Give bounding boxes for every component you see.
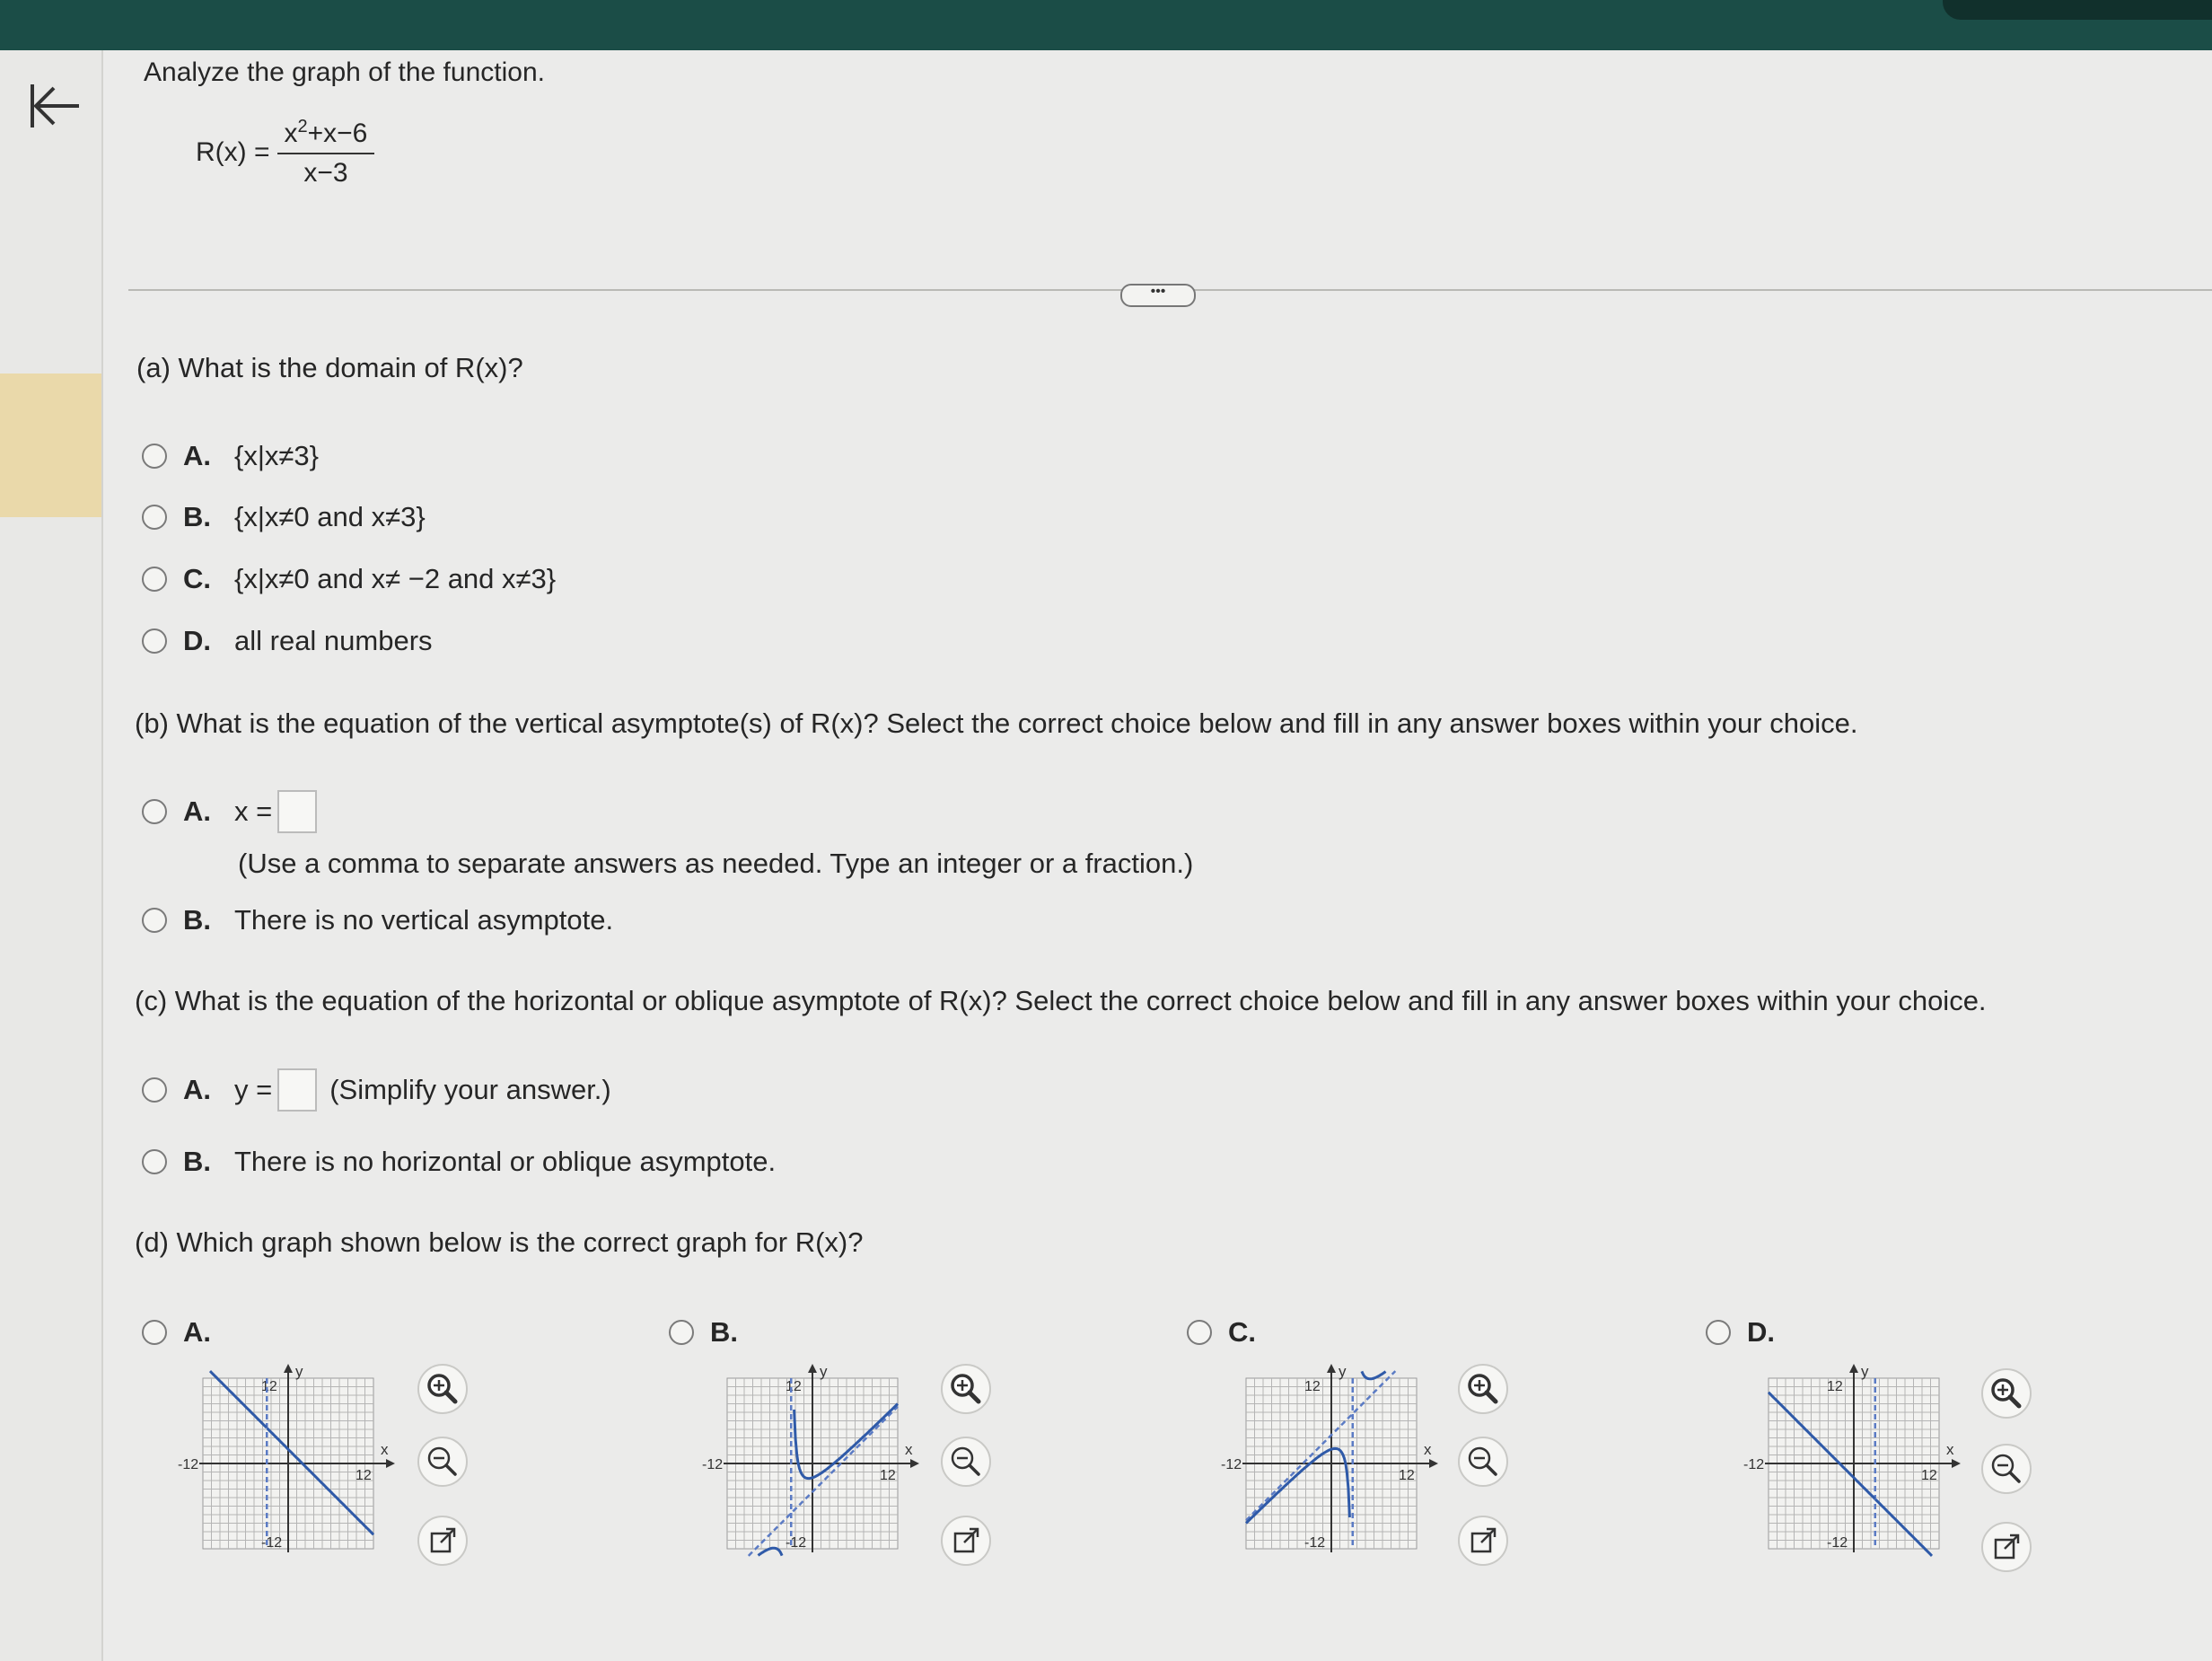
x-axis-arrow [910,1459,919,1468]
option-text: all real numbers [234,625,433,656]
radio-button[interactable] [1187,1320,1212,1345]
x-min-label: -12 [178,1457,199,1472]
current-question-highlight [0,374,101,517]
question-d: (d) Which graph shown below is the correct graph for R(x)? [135,1226,864,1258]
option-text: {x|x≠3} [234,440,320,471]
open-external-icon[interactable] [1979,1520,2033,1574]
option-text: There is no vertical asymptote. [234,904,614,936]
graph-thumbnail-d[interactable] [1742,1360,1966,1567]
option-a-c[interactable] [142,563,556,595]
x-axis-label: x [1424,1441,1432,1458]
option-prefix: x = [234,795,273,827]
option-c-b[interactable] [142,1146,776,1178]
zoom-out-icon[interactable] [416,1435,470,1489]
x-min-label: -12 [1743,1457,1765,1472]
option-text: {x|x≠0 and x≠3} [234,501,426,532]
function-numerator [277,117,375,154]
x-min-label: -12 [702,1457,724,1472]
y-axis-label: y [295,1363,303,1380]
zoom-out-icon[interactable] [1456,1435,1510,1489]
option-letter: B. [710,1316,738,1348]
y-min-label: -12 [786,1535,807,1551]
x-axis-arrow [386,1459,395,1468]
graph-thumbnail-c[interactable] [1219,1360,1444,1567]
option-a-b[interactable] [142,501,426,533]
radio-button[interactable] [1706,1320,1731,1345]
function-definition [196,117,374,189]
y-axis-arrow [1327,1364,1336,1373]
zoom-in-icon[interactable] [939,1362,993,1416]
option-letter: B. [183,1146,211,1177]
option-suffix: (Simplify your answer.) [329,1074,611,1105]
y-min-label: -12 [261,1535,283,1551]
option-d-a[interactable] [142,1316,234,1349]
y-axis-label: y [1339,1363,1347,1380]
option-a-a[interactable] [142,440,319,472]
numerator-exponent: 2 [297,117,308,136]
option-text: {x|x≠0 and x≠ −2 and x≠3} [234,563,557,594]
zoom-out-icon[interactable] [939,1435,993,1489]
option-letter: B. [183,904,211,936]
icon-button-circle [1459,1437,1507,1486]
answer-input-box[interactable] [277,790,317,833]
function-lhs: R(x) = [196,137,270,167]
x-axis-label: x [381,1441,389,1458]
radio-button[interactable] [142,567,167,592]
option-letter: A. [183,1316,211,1348]
option-d-b[interactable] [669,1316,761,1349]
option-letter: A. [183,1074,211,1105]
radio-button[interactable] [142,628,167,654]
open-external-icon[interactable] [416,1514,470,1568]
option-a-d[interactable] [142,625,433,657]
radio-button[interactable] [142,444,167,469]
x-axis-arrow [1952,1459,1961,1468]
y-axis-arrow [1849,1364,1858,1373]
x-max-label: 12 [1921,1468,1937,1483]
back-arrow-icon[interactable] [27,77,86,136]
y-max-label: 12 [1827,1379,1843,1394]
option-letter: C. [183,563,211,594]
y-axis-arrow [284,1364,293,1373]
graph-thumbnail-a[interactable] [176,1360,400,1567]
y-min-label: -12 [1827,1535,1848,1551]
zoom-out-icon[interactable] [1979,1442,2033,1496]
option-letter: A. [183,440,211,471]
x-axis-label: x [905,1441,913,1458]
question-b: (b) What is the equation of the vertical asymptote(s) of R(x)? Select the correct choice below and fill in any answer boxes within your choice. [135,707,1858,739]
answer-input-box[interactable] [277,1068,317,1112]
x-max-label: 12 [1399,1468,1415,1483]
x-min-label: -12 [1221,1457,1242,1472]
option-d-d[interactable] [1706,1316,1798,1349]
function-denominator: x−3 [303,158,348,188]
radio-button[interactable] [669,1320,694,1345]
radio-button[interactable] [142,1077,167,1103]
top-bar [0,0,2212,50]
y-max-label: 12 [1304,1379,1321,1394]
option-letter: B. [183,501,211,532]
problem-prompt: Analyze the graph of the function. [144,57,545,87]
y-axis-arrow [808,1364,817,1373]
open-external-icon[interactable] [939,1514,993,1568]
y-min-label: -12 [1304,1535,1326,1551]
radio-button[interactable] [142,1320,167,1345]
x-axis-arrow [1429,1459,1438,1468]
top-bar-corner [1943,0,2212,20]
y-max-label: 12 [261,1379,277,1394]
option-b-b[interactable] [142,904,613,936]
icon-button-circle [1982,1445,2031,1493]
x-axis-label: x [1946,1441,1954,1458]
y-axis-label: y [820,1363,828,1380]
numerator-rest: +x−6 [307,119,368,148]
option-letter: C. [1228,1316,1256,1348]
option-letter: A. [183,795,211,827]
option-letter: D. [1747,1316,1775,1348]
function-fraction [277,117,375,189]
input-hint: (Use a comma to separate answers as needed. Type an integer or a fraction.) [238,848,1194,879]
option-text: There is no horizontal or oblique asymptote. [234,1146,777,1177]
question-c: (c) What is the equation of the horizontal or oblique asymptote of R(x)? Select the correct choice below and fill in any answer boxes within your choice. [135,985,1987,1016]
y-max-label: 12 [786,1379,802,1394]
zoom-in-icon[interactable] [1979,1367,2033,1420]
x-max-label: 12 [356,1468,372,1483]
zoom-in-icon[interactable] [416,1362,470,1416]
more-button[interactable]: ••• [1120,284,1196,307]
option-letter: D. [183,625,211,656]
radio-button[interactable] [142,505,167,530]
x-max-label: 12 [880,1468,896,1483]
option-b-a[interactable] [142,790,317,833]
icon-button-circle [942,1437,990,1486]
option-prefix: y = [234,1074,273,1105]
open-external-icon[interactable] [1456,1514,1510,1568]
numerator-base: x [284,119,298,148]
zoom-in-icon[interactable] [1456,1362,1510,1416]
radio-button[interactable] [142,908,167,933]
radio-button[interactable] [142,799,167,824]
option-d-c[interactable] [1187,1316,1279,1349]
option-c-a[interactable] [142,1068,611,1112]
left-nav [0,50,103,1661]
icon-button-circle [418,1437,467,1486]
y-axis-label: y [1861,1363,1869,1380]
radio-button[interactable] [142,1149,167,1174]
graph-thumbnail-b[interactable] [700,1360,925,1567]
question-a: (a) What is the domain of R(x)? [136,352,523,383]
